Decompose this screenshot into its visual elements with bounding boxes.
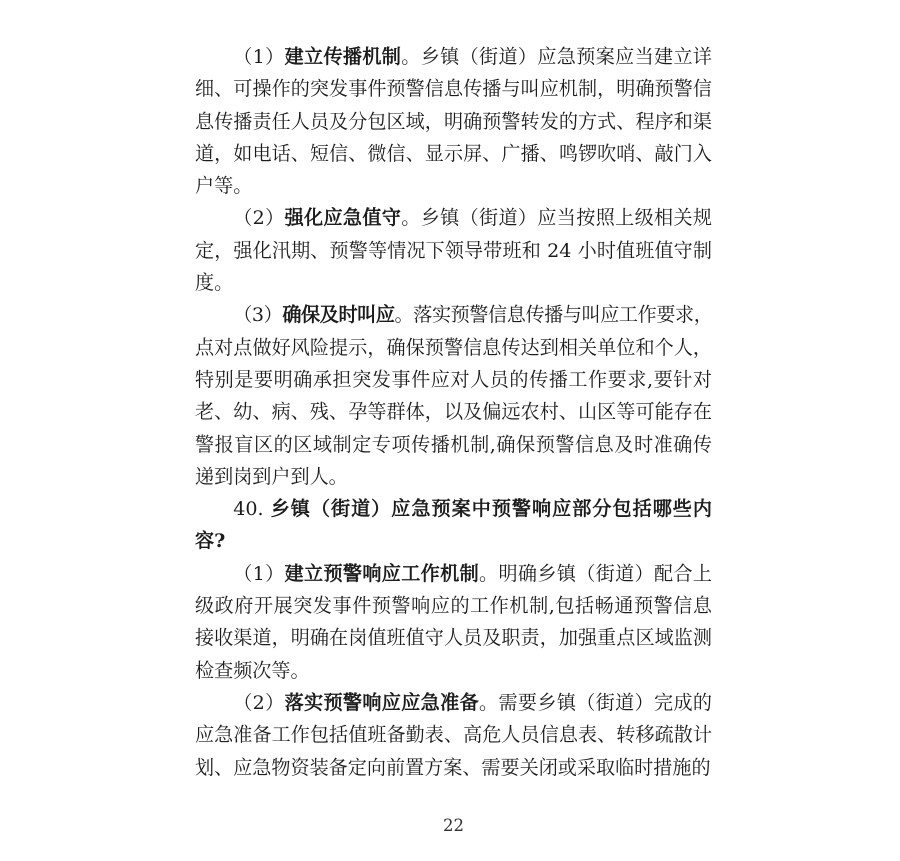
item-body: 需要乡镇（街道）完成的应急准备工作包括值班备勤表、高危人员信息表、转移疏散计划、应急物资装备定向前置方案、需要关闭或采取临时措施的	[195, 690, 713, 779]
paragraph-item-1	[195, 41, 712, 202]
page-number: 22	[443, 816, 464, 835]
paragraph-item-4	[195, 558, 712, 687]
item-separator: 。	[479, 690, 499, 714]
item-number: （3）	[233, 303, 283, 327]
item-number: （2）	[233, 206, 285, 230]
item-body: 乡镇（街道）应当按照上级相关规定，强化汛期、预警等情况下领导带班和 24 小时值班值守制度。	[195, 206, 713, 295]
paragraph-item-2	[195, 202, 712, 299]
item-heading: 确保及时叫应	[282, 303, 395, 327]
item-body: 明确乡镇（街道）配合上级政府开展突发事件预警响应的工作机制,包括畅通预警信息接收渠道，明确在岗值班值守人员及职责，加强重点区域监测检查频次等。	[195, 561, 713, 682]
item-number: （2）	[233, 690, 285, 714]
paragraph-item-3	[195, 299, 712, 493]
paragraph-item-5	[195, 687, 712, 784]
item-heading: 强化应急值守	[284, 206, 402, 230]
item-number: （1）	[233, 561, 285, 585]
item-body: 落实预警信息传播与叫应工作要求，点对点做好风险提示，确保预警信息传达到相关单位和个人，特别是要明确承担突发事件应对人员的传播工作要求,要针对老、幼、病、残、孕等群体，以及偏远农村、山区等可能存在警报盲区的区域制定专项传播机制,确保预警信息及时准确传递到岗到户到人。	[195, 303, 713, 488]
item-separator: 。	[401, 45, 421, 68]
item-body: 乡镇（街道）应急预案应当建立详细、可操作的突发事件预警信息传播与叫应机制，明确预警信息传播责任人员及分包区域，明确预警转发的方式、程序和渠道，如电话、短信、微信、显示屏、广播、鸣锣吹哨、敲门入户等。	[195, 45, 713, 198]
page-body-text	[195, 41, 712, 784]
item-number: （1）	[233, 45, 285, 68]
item-separator: 。	[401, 206, 421, 230]
item-separator: 。	[394, 303, 414, 327]
question-number: 40.	[233, 497, 271, 521]
item-separator: 。	[479, 561, 499, 585]
item-heading: 建立传播机制	[284, 45, 402, 68]
question-heading-40	[195, 493, 712, 558]
item-heading: 落实预警响应应急准备	[284, 690, 480, 714]
item-heading: 建立预警响应工作机制	[284, 561, 480, 585]
question-text: 乡镇（街道）应急预案中预警响应部分包括哪些内容?	[195, 497, 713, 553]
